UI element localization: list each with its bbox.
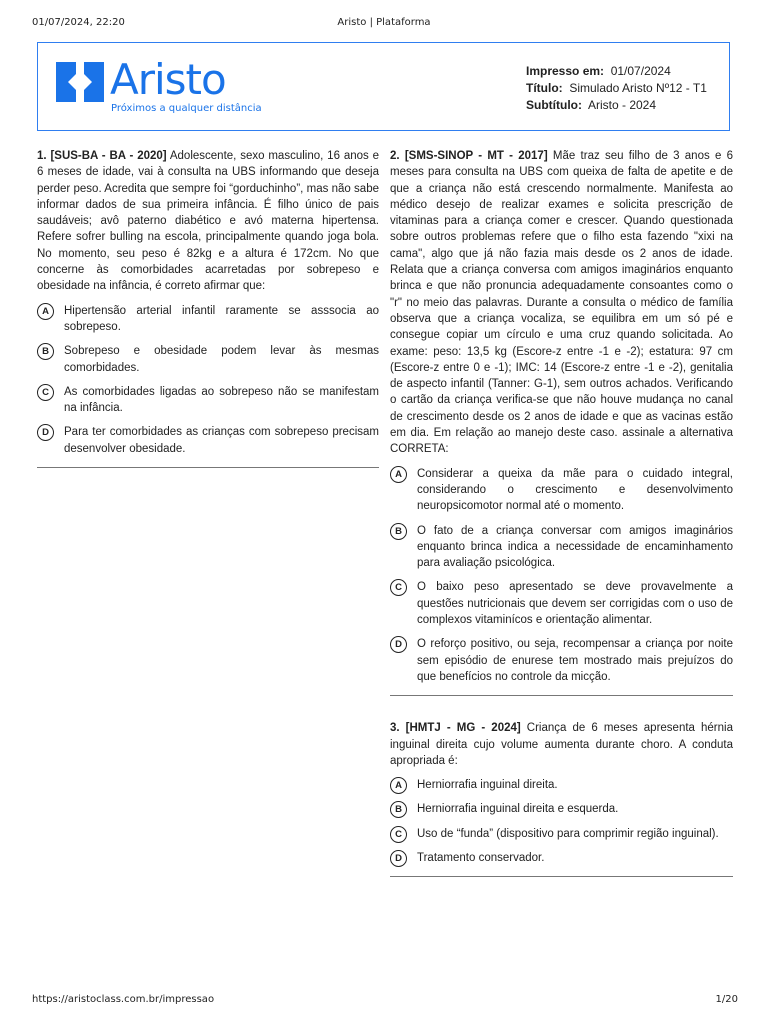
question-1-statement: Adolescente, sexo masculino, 16 anos e 6 meses de idade, vai à consulta na UBS informando que deseja perder peso. Acredita que sempre foi “gorduchinho”, mas não sabe informar dados de sua primeira infância. É filho único de pais saudáveis; avô paterno diabético e avó materna hipertensa. Refere sofrer bulling na escola, principalmente quando joga bola. No momento, seu peso é 82kg e a altura é 172cm. No que concerne às comorbidades acarretadas por sobrepeso e obesidade na infância, é correto afirmar que: — [37, 150, 380, 293]
print-page-title: Aristo | Plataforma — [337, 17, 431, 28]
option-letter-a: A — [37, 303, 54, 320]
option-text: Sobrepeso e obesidade podem levar às mesmas comorbidades. — [64, 345, 379, 374]
document-header — [37, 42, 730, 131]
question-divider — [390, 876, 733, 877]
question-1 — [37, 148, 379, 468]
option-text: O fato de a criança conversar com amigos imaginários enquanto brinca indica a necessidade de encaminhamento para avaliação psicológica. — [417, 524, 733, 570]
question-3-option-a[interactable] — [390, 777, 733, 793]
option-text: O reforço positivo, ou seja, recompensar a criança por noite sem episódio de enurese tem mostrado mais prejuízos do que benefícios no controle da micção. — [417, 638, 733, 683]
question-2 — [390, 148, 733, 696]
option-text: O baixo peso apresentado se deve provavelmente a questões nutricionais que devem ser corrigidas com o uso de complexos vitaminícos e orientação alimentar. — [417, 581, 733, 627]
question-1-option-a[interactable] — [37, 303, 379, 336]
question-1-option-c[interactable] — [37, 384, 379, 417]
option-text: Hipertensão arterial infantil raramente se asssocia ao sobrepeso. — [64, 304, 379, 333]
print-page-number: 1/20 — [715, 994, 738, 1005]
option-letter-d: D — [37, 424, 54, 441]
browser-print-header — [0, 17, 768, 31]
print-datetime: 01/07/2024, 22:20 — [32, 17, 125, 28]
option-text: Tratamento conservador. — [417, 851, 545, 864]
meta-subtitle-label: Subtítulo: — [526, 98, 582, 112]
question-1-option-d[interactable] — [37, 424, 379, 457]
question-3 — [390, 720, 733, 877]
option-letter-b: B — [390, 523, 407, 540]
question-2-ref: 2. [SMS-SINOP - MT - 2017] — [390, 150, 548, 162]
meta-printed — [526, 63, 707, 80]
meta-printed-label: Impresso em: — [526, 64, 605, 78]
option-text: As comorbidades ligadas ao sobrepeso não se manifestam na infância. — [64, 385, 379, 415]
aristo-logo — [56, 57, 266, 117]
question-divider — [37, 467, 379, 468]
question-3-text — [390, 720, 733, 769]
logo-wordmark: Aristo — [110, 55, 226, 104]
option-text: Herniorrafia inguinal direita e esquerda. — [417, 803, 619, 816]
option-letter-c: C — [390, 579, 407, 596]
logo-tagline: Próximos a qualquer distância — [111, 103, 262, 114]
meta-printed-value: 01/07/2024 — [610, 64, 671, 78]
question-2-text — [390, 148, 733, 458]
option-letter-d: D — [390, 850, 407, 867]
meta-subtitle-value: Aristo - 2024 — [588, 98, 657, 112]
option-letter-d: D — [390, 636, 407, 653]
question-3-option-d[interactable] — [390, 850, 733, 866]
question-3-option-c[interactable] — [390, 826, 733, 842]
question-1-ref: 1. [SUS-BA - BA - 2020] — [37, 150, 167, 162]
question-1-text — [37, 148, 379, 295]
print-meta — [526, 63, 707, 114]
left-column — [37, 148, 379, 468]
aristo-logo-icon — [56, 62, 104, 102]
option-text: Uso de “funda” (dispositivo para comprimir região inguinal). — [417, 827, 719, 840]
print-url[interactable]: https://aristoclass.com.br/impressao — [32, 994, 215, 1005]
question-divider — [390, 695, 733, 696]
right-column — [390, 148, 733, 877]
question-3-statement: Criança de 6 meses apresenta hérnia inguinal direita cujo volume aumenta durante choro. A conduta apropriada é: — [390, 722, 733, 767]
meta-title — [526, 80, 707, 97]
option-letter-a: A — [390, 777, 407, 794]
meta-title-value: Simulado Aristo Nº12 - T1 — [569, 81, 707, 95]
meta-subtitle — [526, 97, 707, 114]
option-letter-c: C — [37, 384, 54, 401]
question-3-option-b[interactable] — [390, 801, 733, 817]
option-letter-c: C — [390, 826, 407, 843]
option-letter-a: A — [390, 466, 407, 483]
option-letter-b: B — [37, 343, 54, 360]
option-text: Herniorrafia inguinal direita. — [417, 779, 558, 792]
question-2-option-a[interactable] — [390, 466, 733, 515]
question-1-option-b[interactable] — [37, 343, 379, 376]
question-3-ref: 3. [HMTJ - MG - 2024] — [390, 722, 521, 735]
question-2-statement: Mãe traz seu filho de 3 anos e 6 meses para consulta na UBS com queixa de falta de apetite e de que a criança não está crescendo normalmente. Manifesta ao médico desejo de realizar exames e solicita prescrição de vitaminas para a criança comer e crescer. Quando questionada sobre outros problemas refere que o filho esta fazendo "xixi na cama", algo que já não fazia mais desde os 2 anos de idade. Relata que a criança conversa com amigos imaginários enquanto brinca e que não pronuncia adequadamente consoantes como o "r" no meio das palavras. Durante a consulta o médico de família observa que a criança vocaliza, se equilibra em um só pé e consegue copiar um círculo e uma cruz quando solicitada. Ao exame: peso: 13,5 kg (Escore-z entre -1 e -2); estatura: 97 cm (Escore-z entre 0 e -1); IMC: 14 (Escore-z entre -1 e -2), genitalia de aspecto infantil (Tanner: G-1), sem outros achados. Verificando o cartão da criança verifica-se que não houve mudança no canal de crescimento desde os 2 anos de idade e que as vacinas estão em dia. Em relação ao manejo deste caso. assinale a alternativa CORRETA: — [390, 150, 733, 456]
question-2-option-d[interactable] — [390, 636, 733, 685]
question-2-option-b[interactable] — [390, 523, 733, 572]
question-2-option-c[interactable] — [390, 579, 733, 628]
browser-print-footer — [0, 994, 768, 1008]
option-text: Considerar a queixa da mãe para o cuidado integral, considerando o crescimento e desenvolvimento neuropsicomotor normal até o momento. — [417, 467, 733, 513]
option-text: Para ter comorbidades as crianças com sobrepeso precisam desenvolver obesidade. — [64, 426, 379, 455]
option-letter-b: B — [390, 801, 407, 818]
meta-title-label: Título: — [526, 81, 563, 95]
